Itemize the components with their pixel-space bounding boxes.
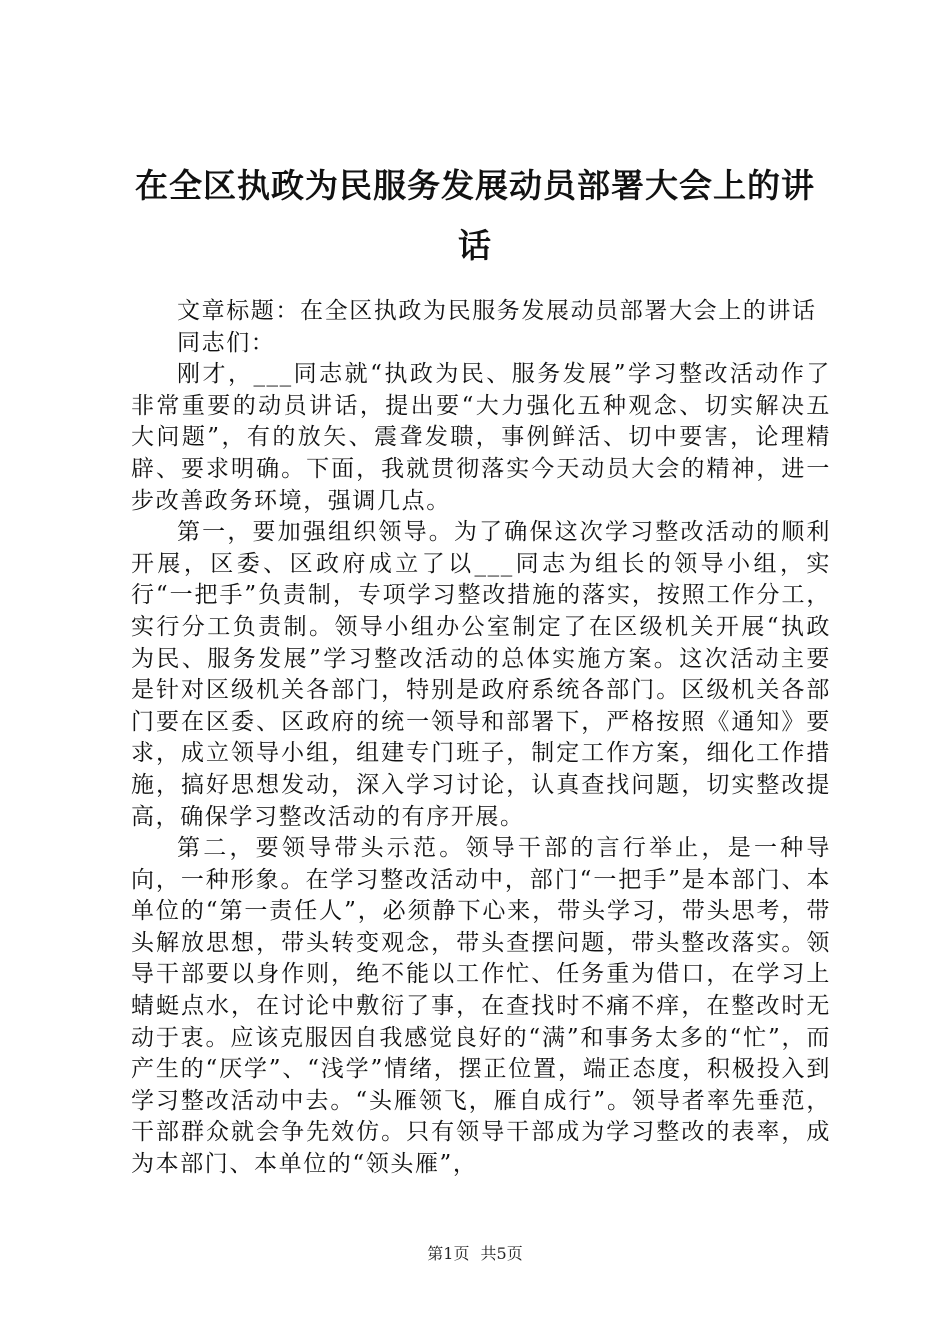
paragraph-point-two: 第二，要领导带头示范。领导干部的言行举止，是一种导向，一种形象。在学习整改活动中，部门“一把手”是本部门、本单位的“第一责任人”，必须静下心来，带头学习，带头思考，带头解放思想，带头转变观念，带头查摆问题，带头整改落实。领导干部要以身作则，绝不能以工作忙、任务重为借口，在学习上蜻蜓点水，在讨论中敷衍了事，在查找时不痛不痒，在整改时无动于衷。应该克服因自我感觉良好的“满”和事务太多的“忙”，而产生的“厌学”、“浅学”情绪，摆正位置，端正态度，积极投入到学习整改活动中去。“头雁领飞，雁自成行”。领导者率先垂范，干部群众就会争先效仿。只有领导干部成为学习整改的表率，成为本部门、本单位的“领头雁”， [131,835,831,1178]
page-total: 共5页 [480,1244,523,1263]
paragraph-salutation: 同志们： [177,329,276,356]
page-number: 第1页 [427,1244,470,1263]
paragraph-point-one: 第一，要加强组织领导。为了确保这次学习整改活动的顺利开展，区委、区政府成立了以___同志为组长的领导小组，实行“一把手”负责制，专项学习整改措施的落实，按照工作分工，实行分工负责制。领导小组办公室制定了在区级机关开展“执政为民、服务发展”学习整改活动的总体实施方案。这次活动主要是针对区级机关各部门，特别是政府系统各部门。区级机关各部门要在区委、区政府的统一领导和部署下，严格按照《通知》要求，成立领导小组，组建专门班子，制定工作方案，细化工作措施，搞好思想发动，深入学习讨论，认真查找问题，切实整改提高，确保学习整改活动的有序开展。 [131,519,831,830]
paragraph-intro: 刚才，___同志就“执政为民、服务发展”学习整改活动作了非常重要的动员讲话，提出要“大力强化五种观念、切实解决五大问题”，有的放矢、震聋发聩，事例鲜活、切中要害，论理精辟、要求明确。下面，我就贯彻落实今天动员大会的精神，进一步改善政务环境，强调几点。 [131,361,831,514]
page-footer [0,1244,950,1264]
document-title: 在全区执政为民服务发展动员部署大会上的讲话 [135,166,815,265]
document-body [131,296,831,1181]
paragraph-article-title: 文章标题：在全区执政为民服务发展动员部署大会上的讲话 [177,298,817,324]
